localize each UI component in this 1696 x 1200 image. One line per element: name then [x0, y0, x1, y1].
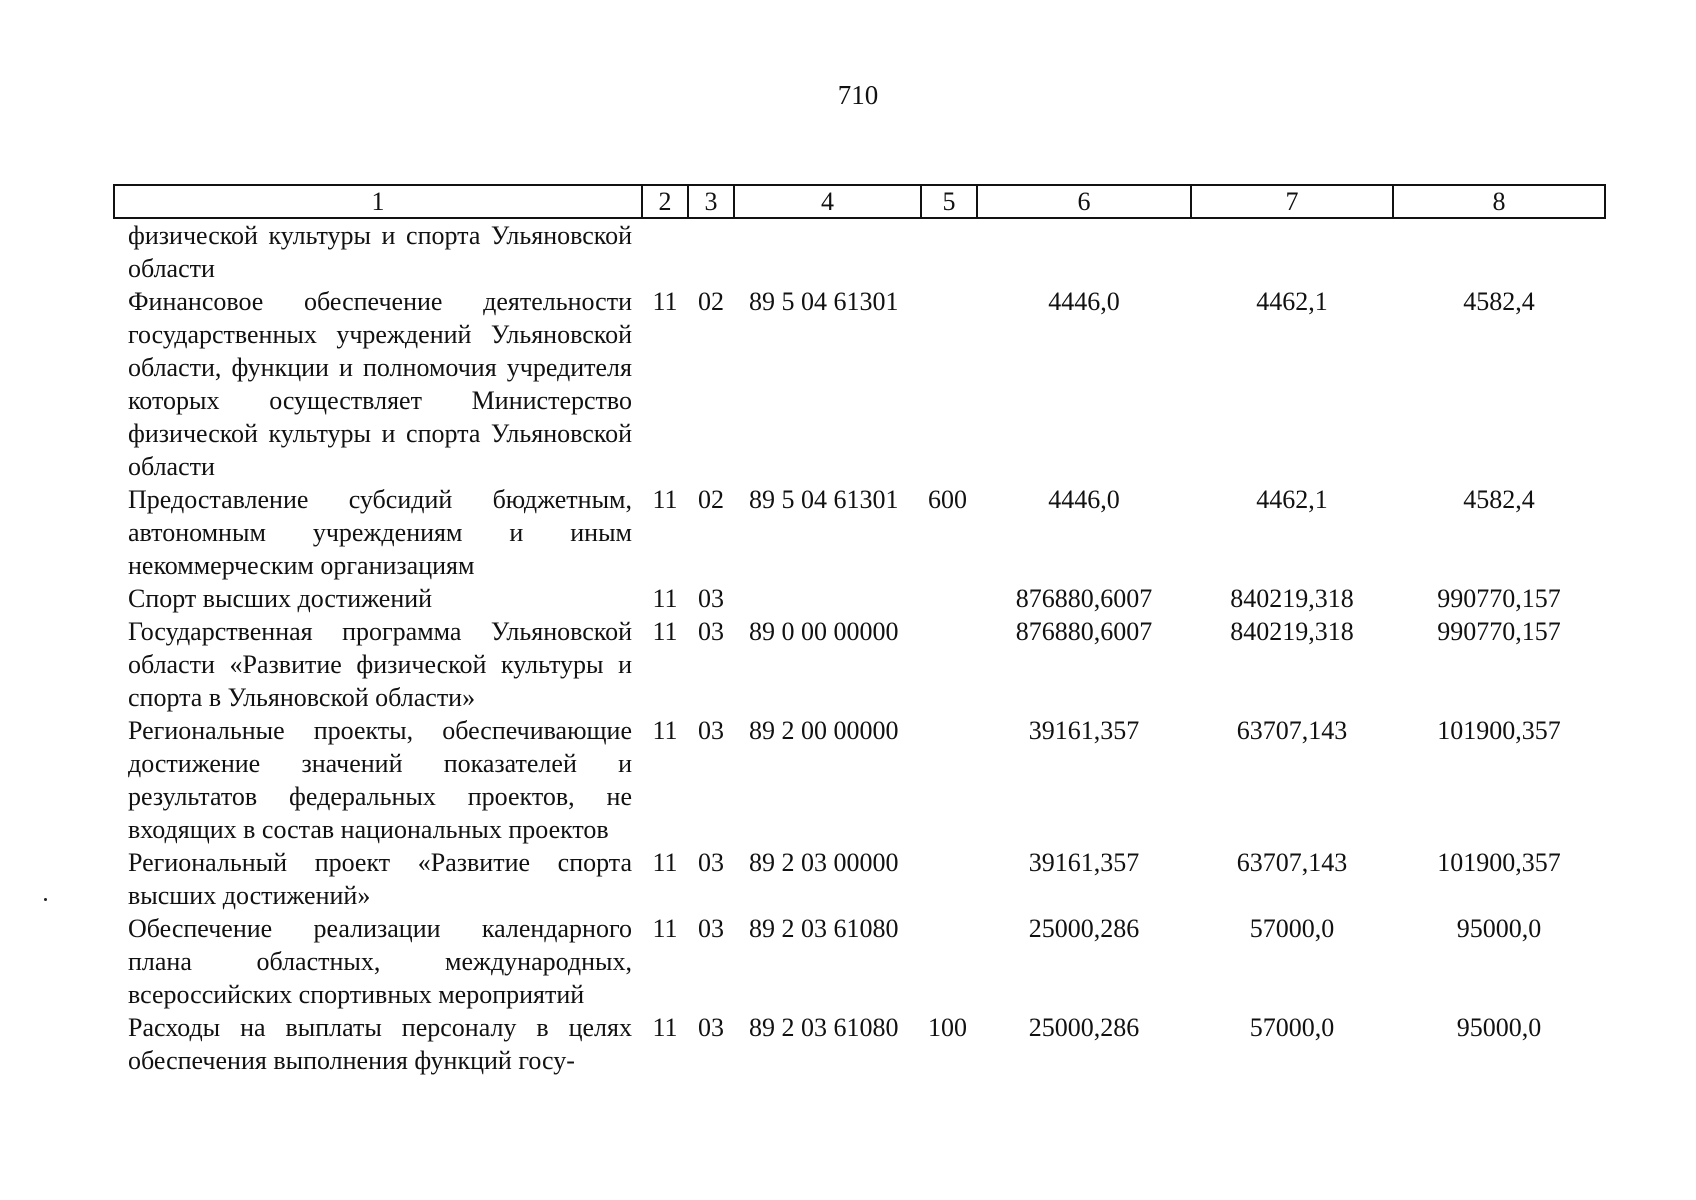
row-target-article: 89 5 04 61301	[749, 485, 899, 514]
row-section: 11	[652, 716, 678, 745]
row-amount-col8	[1393, 218, 1605, 285]
row-amount-col7: 840219,318	[1230, 584, 1354, 613]
table-row	[114, 912, 1605, 1011]
scan-speck	[44, 898, 47, 901]
row-amount-col8: 990770,157	[1437, 617, 1561, 646]
table-row	[114, 582, 1605, 615]
row-subsection: 03	[698, 1013, 724, 1042]
row-expense-type: 100	[928, 1013, 967, 1042]
page-number: 710	[837, 80, 879, 110]
row-target-article: 89 2 03 00000	[749, 848, 899, 877]
column-header-5: 5	[921, 185, 977, 218]
row-amount-col7: 57000,0	[1249, 914, 1335, 943]
row-amount-col8: 4582,4	[1463, 287, 1535, 316]
row-expense-type	[921, 615, 977, 714]
row-section: 11	[652, 584, 678, 613]
budget-table	[113, 184, 1606, 1077]
row-amount-col8: 95000,0	[1456, 914, 1542, 943]
row-subsection: 03	[698, 617, 724, 646]
row-amount-col6: 25000,286	[1028, 1013, 1140, 1042]
table-row	[114, 714, 1605, 846]
row-name: Региональный проект «Развитие спорта высших достижений»	[128, 848, 632, 910]
row-amount-col6	[977, 218, 1191, 285]
row-name: Расходы на выплаты персоналу в целях обеспечения выполнения функций госу-	[128, 1013, 632, 1075]
row-amount-col7: 4462,1	[1256, 287, 1328, 316]
table-row	[114, 218, 1605, 285]
row-expense-type	[921, 582, 977, 615]
row-target-article: 89 2 03 61080	[749, 914, 899, 943]
column-header-1: 1	[114, 185, 642, 218]
row-target-article	[734, 218, 921, 285]
row-section: 11	[652, 914, 678, 943]
column-header-2: 2	[642, 185, 688, 218]
row-target-article: 89 2 00 00000	[749, 716, 899, 745]
row-amount-col6: 39161,357	[1028, 848, 1140, 877]
row-subsection: 03	[698, 716, 724, 745]
row-amount-col6: 4446,0	[1048, 485, 1120, 514]
row-amount-col7: 63707,143	[1236, 716, 1348, 745]
column-header-8: 8	[1393, 185, 1605, 218]
row-name: Обеспечение реализации календарного плана областных, международных, всероссийских спортивных мероприятий	[128, 914, 632, 1009]
row-amount-col8: 95000,0	[1456, 1013, 1542, 1042]
row-section: 11	[652, 848, 678, 877]
column-header-3: 3	[688, 185, 734, 218]
row-amount-col7: 840219,318	[1230, 617, 1354, 646]
row-amount-col6: 39161,357	[1028, 716, 1140, 745]
row-subsection: 02	[698, 287, 724, 316]
table-row	[114, 615, 1605, 714]
row-name: Спорт высших достижений	[128, 584, 433, 613]
row-subsection: 02	[698, 485, 724, 514]
row-amount-col8: 101900,357	[1437, 848, 1561, 877]
column-number-row	[114, 185, 1605, 218]
table-row	[114, 285, 1605, 483]
row-expense-type	[921, 846, 977, 912]
row-expense-type	[921, 285, 977, 483]
row-section: 11	[652, 485, 678, 514]
row-amount-col7: 57000,0	[1249, 1013, 1335, 1042]
row-amount-col7: 63707,143	[1236, 848, 1348, 877]
row-expense-type	[921, 218, 977, 285]
row-subsection	[688, 218, 734, 285]
row-amount-col8: 101900,357	[1437, 716, 1561, 745]
row-subsection: 03	[698, 584, 724, 613]
row-amount-col7: 4462,1	[1256, 485, 1328, 514]
row-amount-col6: 4446,0	[1048, 287, 1120, 316]
row-section: 11	[652, 1013, 678, 1042]
row-amount-col7	[1191, 218, 1393, 285]
row-name: Региональные проекты, обеспечивающие достижение значений показателей и результатов федеральных проектов, не входящих в состав национальных проектов	[128, 716, 632, 844]
row-amount-col6: 876880,6007	[1015, 584, 1153, 613]
row-amount-col8: 4582,4	[1463, 485, 1535, 514]
row-section: 11	[652, 287, 678, 316]
row-name: Финансовое обеспечение деятельности государственных учреждений Ульяновской области, функции и полномочия учредителя которых осуществляет Министерство физической культуры и спорта Ульяновской области	[128, 287, 632, 481]
row-target-article: 89 0 00 00000	[749, 617, 899, 646]
table-header	[114, 185, 1605, 218]
row-expense-type	[921, 714, 977, 846]
row-target-article	[734, 582, 921, 615]
column-header-7: 7	[1191, 185, 1393, 218]
row-subsection: 03	[698, 914, 724, 943]
row-name: Государственная программа Ульяновской области «Развитие физической культуры и спорта в Ульяновской области»	[128, 617, 632, 712]
row-expense-type: 600	[928, 485, 967, 514]
row-amount-col8: 990770,157	[1437, 584, 1561, 613]
table-body	[114, 218, 1605, 1077]
row-amount-col6: 25000,286	[1028, 914, 1140, 943]
row-name: Предоставление субсидий бюджетным, автономным учреждениям и иным некоммерческим организациям	[128, 485, 632, 580]
row-name: физической культуры и спорта Ульяновской области	[128, 221, 632, 283]
row-amount-col6: 876880,6007	[1015, 617, 1153, 646]
row-target-article: 89 5 04 61301	[749, 287, 899, 316]
column-header-4: 4	[734, 185, 921, 218]
row-section	[642, 218, 688, 285]
table-row	[114, 846, 1605, 912]
column-header-6: 6	[977, 185, 1191, 218]
row-section: 11	[652, 617, 678, 646]
table-row	[114, 483, 1605, 582]
row-target-article: 89 2 03 61080	[749, 1013, 899, 1042]
row-expense-type	[921, 912, 977, 1011]
row-subsection: 03	[698, 848, 724, 877]
table-row	[114, 1011, 1605, 1077]
